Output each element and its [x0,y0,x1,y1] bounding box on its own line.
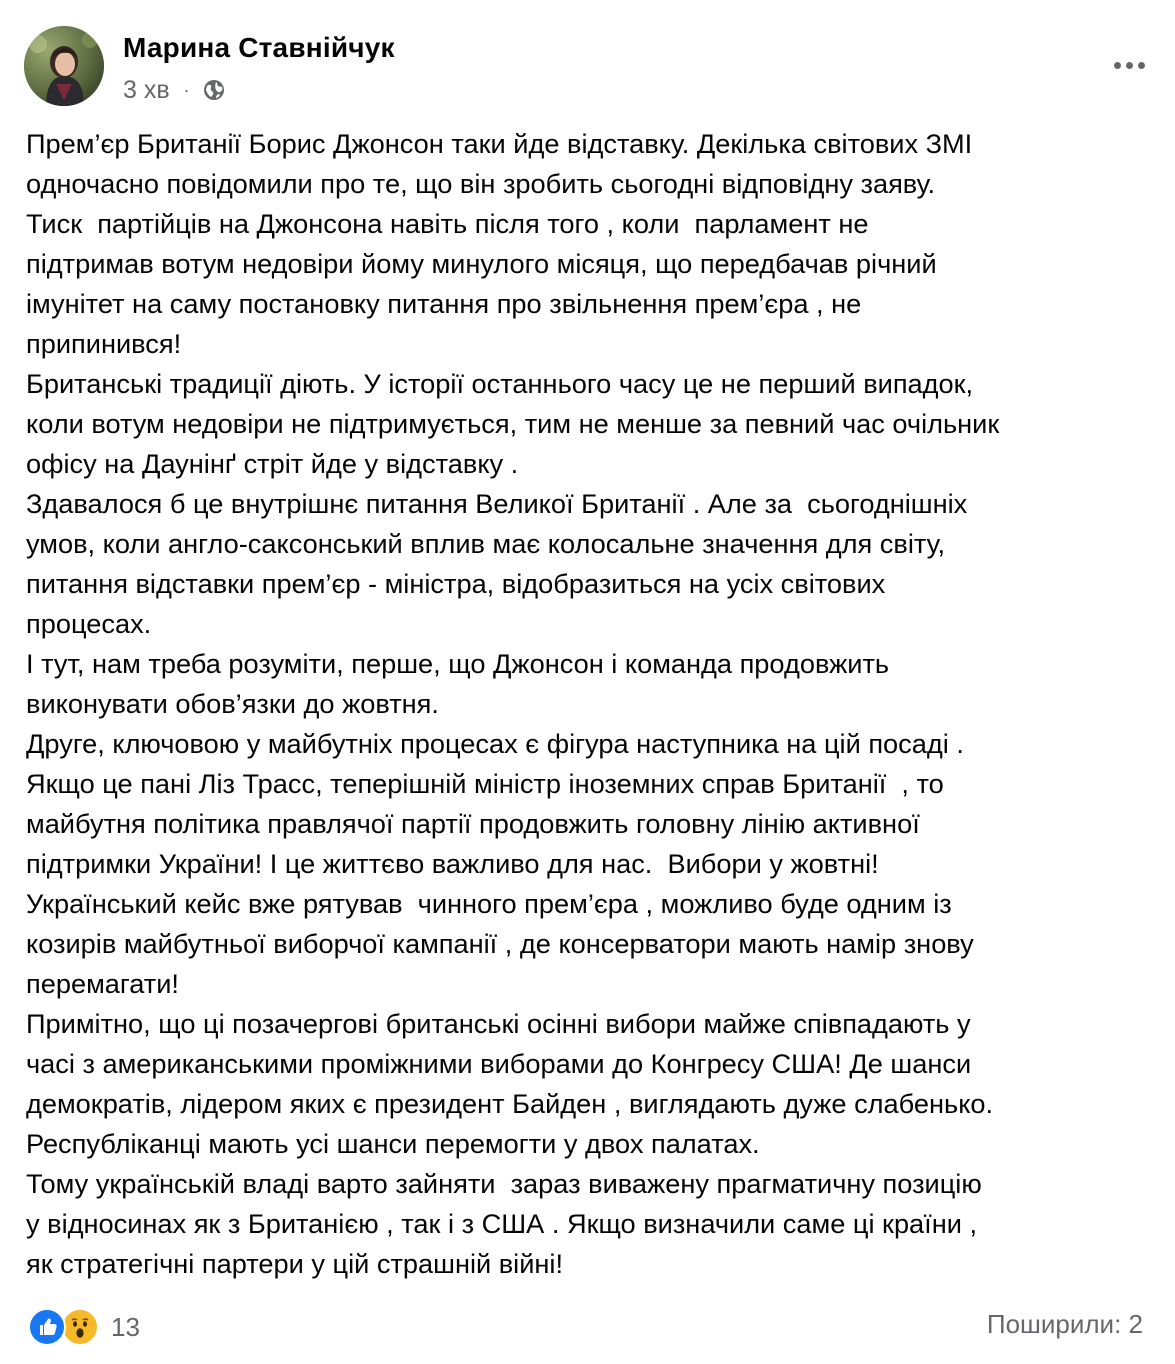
more-dot [1114,62,1121,69]
text-line: Тому українській владі варто зайняти зараз виважену прагматичну позицію [26,1168,982,1199]
post-text [26,124,1161,1284]
text-line: часі з американськими проміжними виборами до Конгресу США! Де шанси [26,1048,972,1079]
text-line: перемагати! [26,968,179,999]
text-line: питання відставки прем’єр - міністра, відобразиться на усіх світових [26,568,886,599]
text-line: Британські традиції діють. У історії останнього часу це не перший випадок, [26,368,974,399]
like-icon [28,1308,66,1346]
avatar-image [24,26,104,106]
text-line: як стратегічні партери у цій страшній війні! [26,1248,564,1279]
text-line: процесах. [26,608,152,639]
text-line: виконувати обов’язки до жовтня. [26,688,439,719]
wow-icon [61,1308,99,1346]
text-line: офісу на Даунінґ стріт йде у відставку . [26,448,519,479]
text-line: Здавалося б це внутрішнє питання Великої Британії . Але за сьогоднішніх [26,488,968,519]
text-line: демократів, лідером яких є президент Байден , виглядають дуже слабенько. [26,1088,994,1119]
more-options-icon[interactable] [1104,50,1154,80]
text-line: козирів майбутньої виборчої кампанії , де консерватори мають намір знову [26,928,974,959]
author-avatar[interactable] [24,26,104,106]
text-line: Республіканці мають усі шанси перемогти у двох палатах. [26,1128,760,1159]
text-line: Примітно, що ці позачергові британські осінні вибори майже співпадають у [26,1008,971,1039]
text-line: одночасно повідомили про те, що він зробить сьогодні відповідну заяву. [26,168,936,199]
text-line: припинився! [26,328,182,359]
text-line: Український кейс вже рятував чинного прем’єра , можливо буде одним із [26,888,952,919]
text-line: Друге, ключовою у майбутніх процесах є фігура наступника на цій посаді . [26,728,964,759]
text-line: підтримки України! І це життєво важливо для нас. Вибори у жовтні! [26,848,879,879]
text-line: імунітет на саму постановку питання про звільнення прем’єра , не [26,288,862,319]
meta-separator: · [183,79,190,100]
text-line: Тиск партійців на Джонсона навіть після того , коли парламент не [26,208,869,239]
shares-count[interactable]: Поширили: 2 [986,1309,1143,1339]
reactions-summary[interactable] [28,1305,140,1349]
text-line: Прем’єр Британії Борис Джонсон таки йде відставку. Декілька світових ЗМІ [26,128,973,159]
text-line: підтримав вотум недовіри йому минулого місяця, що передбачав річний [26,248,937,279]
text-line: у відносинах як з Британією , так і з США . Якщо визначили саме ці країни , [26,1208,978,1239]
author-name[interactable]: Марина Ставнійчук [123,32,395,63]
reaction-count: 13 [111,1311,140,1342]
post-meta [123,74,226,106]
text-line: коли вотум недовіри не підтримується, тим не менше за певний час очільник [26,408,1000,439]
post-header [24,26,1154,108]
text-line: умов, коли англо-саксонський вплив має колосальне значення для світу, [26,528,946,559]
text-line: майбутня політика правлячої партії продовжить головну лінію активної [26,808,920,839]
text-line: Якщо це пані Ліз Трасс, теперішній міністр іноземних справ Британії , то [26,768,944,799]
more-dot [1126,62,1133,69]
post-time[interactable]: 3 хв [123,75,170,104]
post-footer [28,1305,1143,1349]
text-line: І тут, нам треба розуміти, перше, що Джонсон і команда продовжить [26,648,890,679]
globe-icon [202,78,226,102]
more-dot [1138,62,1145,69]
